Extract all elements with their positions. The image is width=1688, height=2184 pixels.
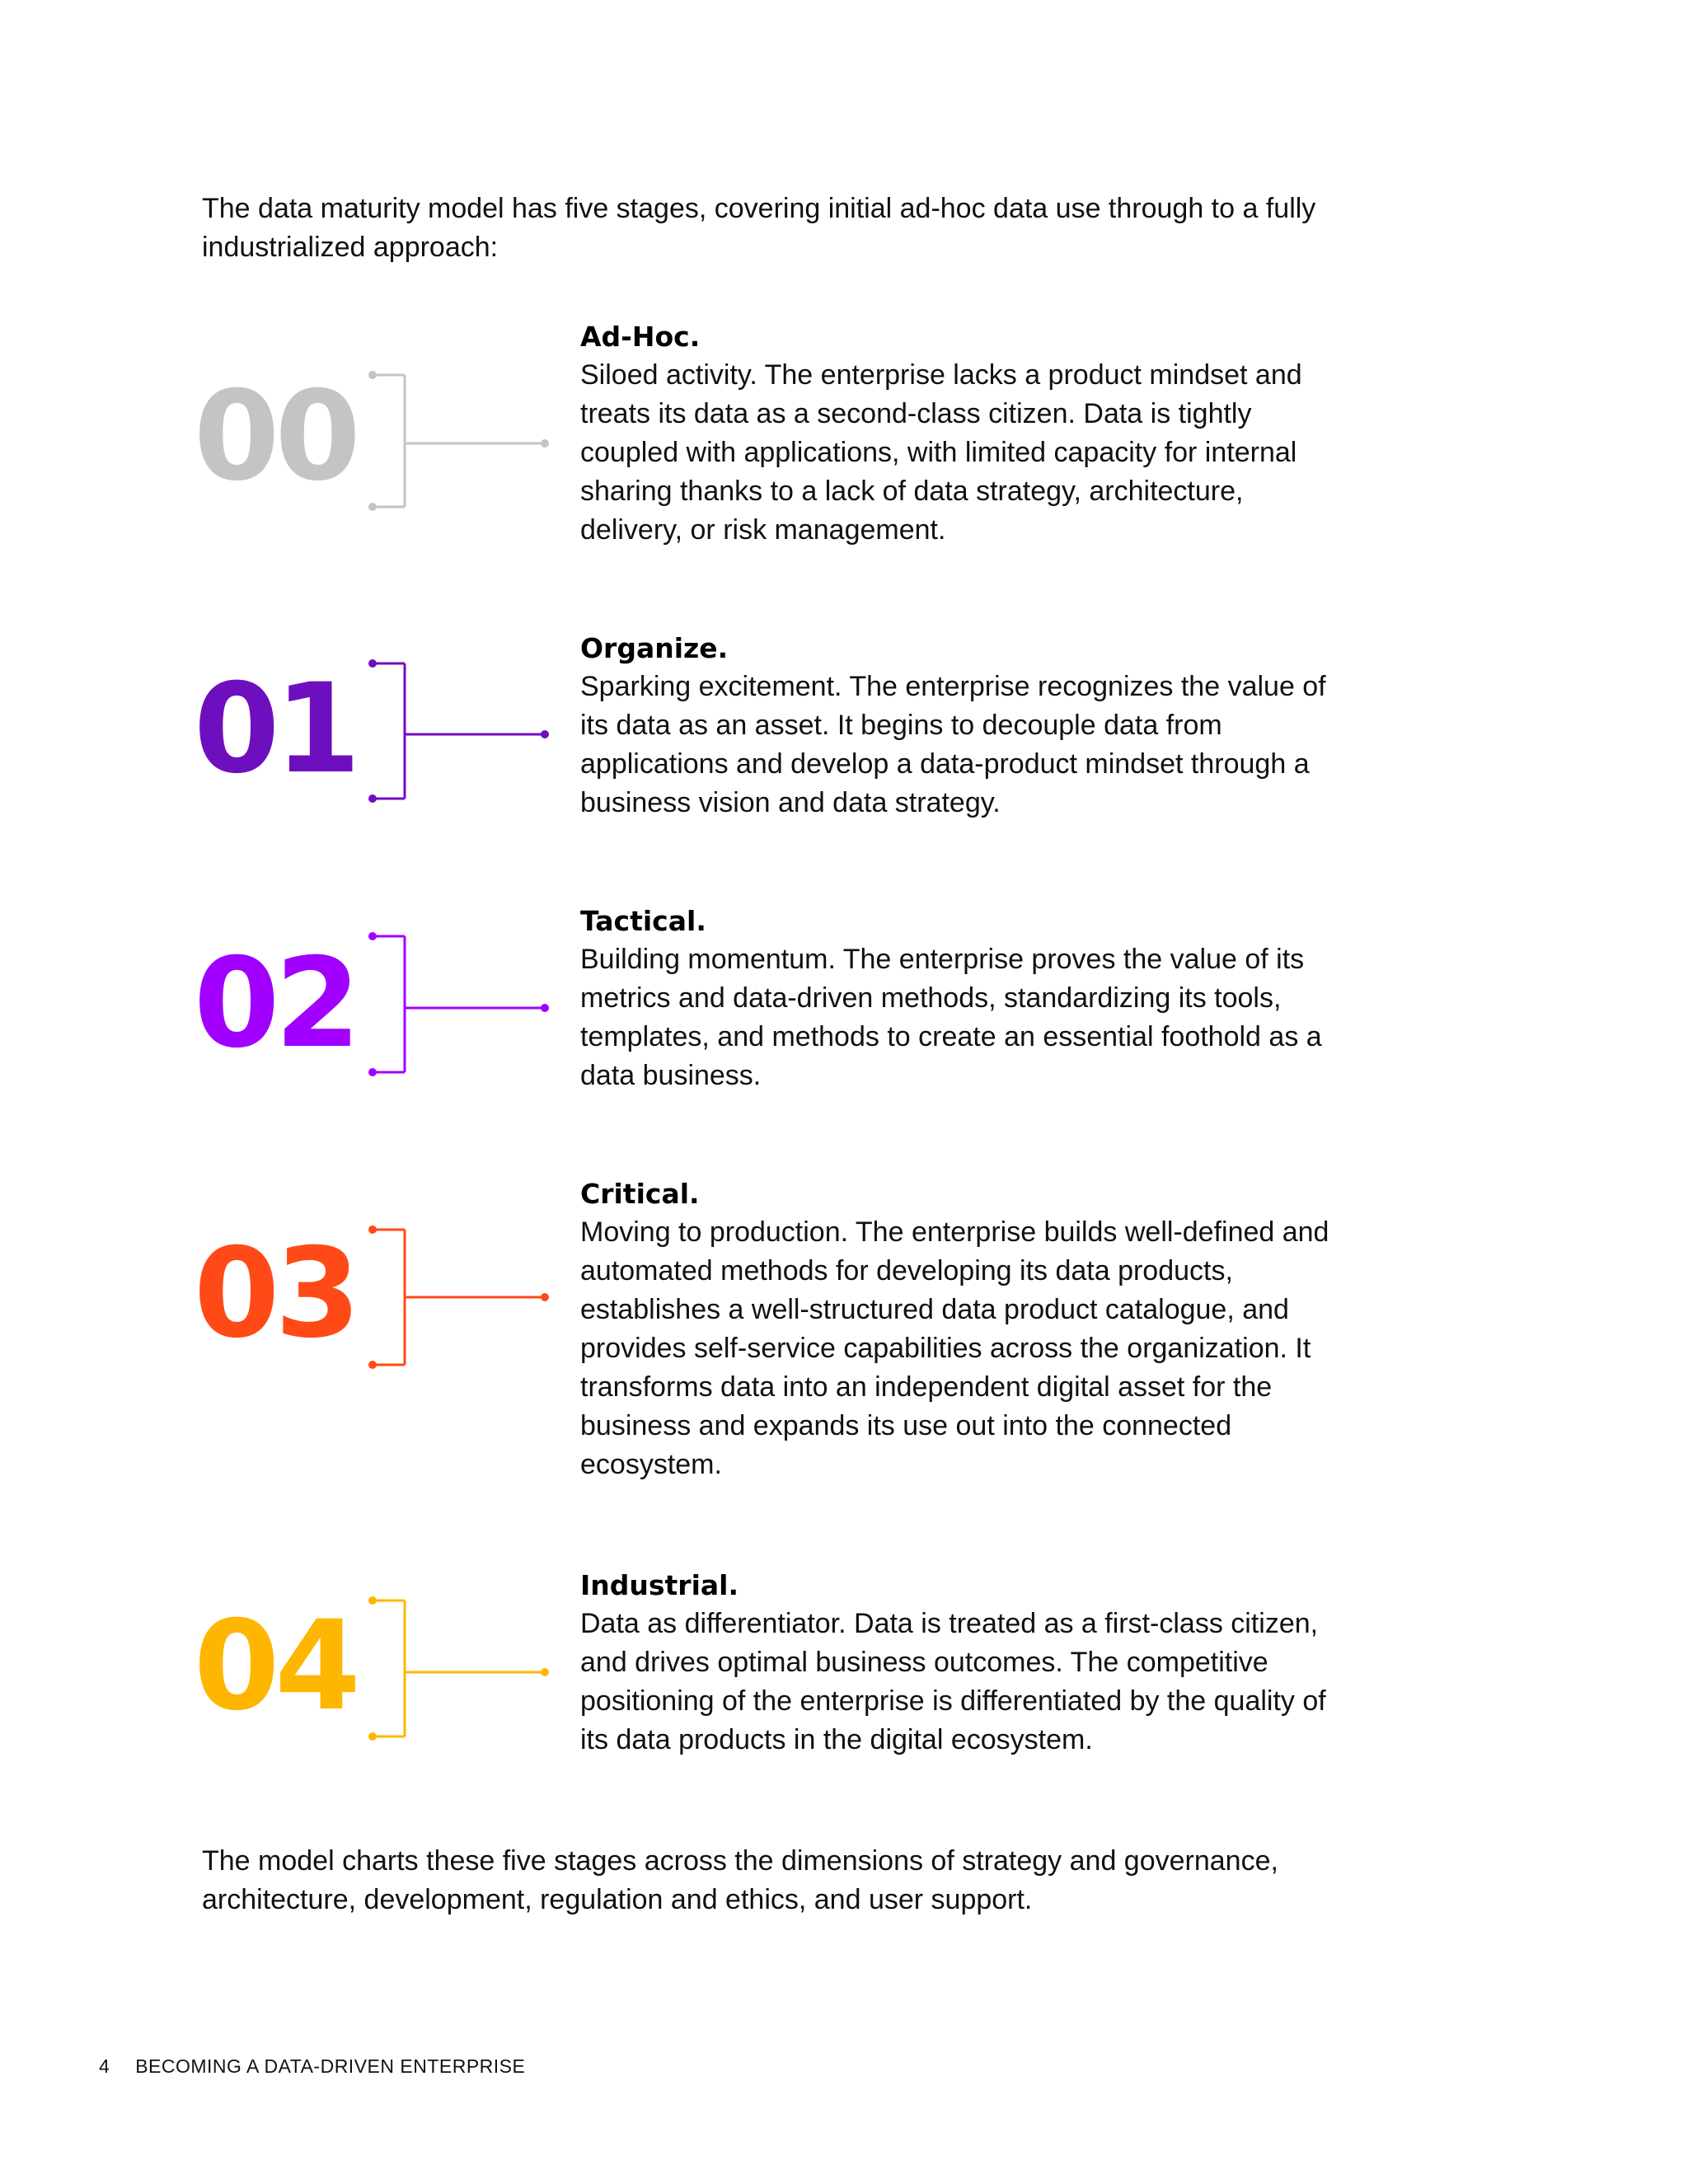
stage-title: Tactical.	[580, 905, 706, 937]
stage-title: Organize.	[580, 632, 729, 664]
page-footer	[99, 2055, 525, 2078]
stage-text	[580, 902, 1339, 1095]
stage-text	[580, 1566, 1339, 1760]
stage-description: Data as differentiator. Data is treated as a first-class citizen, and drives optimal business outcomes. The competitive positioning of the enterprise is differentiated by the quality of its data products in the digital ecosystem.	[580, 1608, 1326, 1755]
stage-number: 03	[194, 1222, 356, 1366]
bracket-connector-icon	[359, 367, 556, 515]
stage-number: 00	[194, 365, 356, 509]
stage-description: Siloed activity. The enterprise lacks a product mindset and treats its data as a second-class citizen. Data is tightly coupled with applications, with limited capacity for internal sharing thanks to a lack of data strategy, architecture, delivery, or risk management.	[580, 359, 1302, 546]
stage-title: Ad-Hoc.	[580, 321, 701, 353]
page-number: 4	[99, 2055, 110, 2077]
stage-text	[580, 629, 1339, 823]
stage-description: Building momentum. The enterprise proves the value of its metrics and data-driven methods, standardizing its tools, templates, and methods to create an essential foothold as a data business.	[580, 944, 1322, 1091]
stage-description: Moving to production. The enterprise builds well-defined and automated methods for developing its data products, establishes a well-structured data product catalogue, and provides self-service capabilities across the organization. It transforms data into an independent digital asset for the business and expands its use out into the connected ecosystem.	[580, 1216, 1329, 1480]
stage-title: Industrial.	[580, 1569, 739, 1601]
stage-number: 01	[194, 658, 356, 801]
stage-number: 04	[194, 1595, 356, 1738]
stage-text	[580, 317, 1339, 550]
stage-number: 02	[194, 932, 356, 1076]
bracket-connector-icon	[359, 1596, 556, 1745]
stage-text	[580, 1174, 1339, 1484]
stage-title: Critical.	[580, 1178, 700, 1210]
outro-paragraph: The model charts these five stages across the dimensions of strategy and governance, architecture, development, regulation and ethics, and user support.	[202, 1845, 1278, 1915]
bracket-connector-icon	[359, 659, 556, 808]
bracket-connector-icon	[359, 1222, 556, 1371]
document-title: BECOMING A DATA-DRIVEN ENTERPRISE	[135, 2055, 526, 2077]
stage-description: Sparking excitement. The enterprise recognizes the value of its data as an asset. It begins to decouple data from applications and develop a data-product mindset through a business vision and data strategy.	[580, 671, 1326, 818]
bracket-connector-icon	[359, 932, 556, 1080]
intro-paragraph: The data maturity model has five stages, covering initial ad-hoc data use through to a fully industrialized approach:	[202, 193, 1316, 263]
